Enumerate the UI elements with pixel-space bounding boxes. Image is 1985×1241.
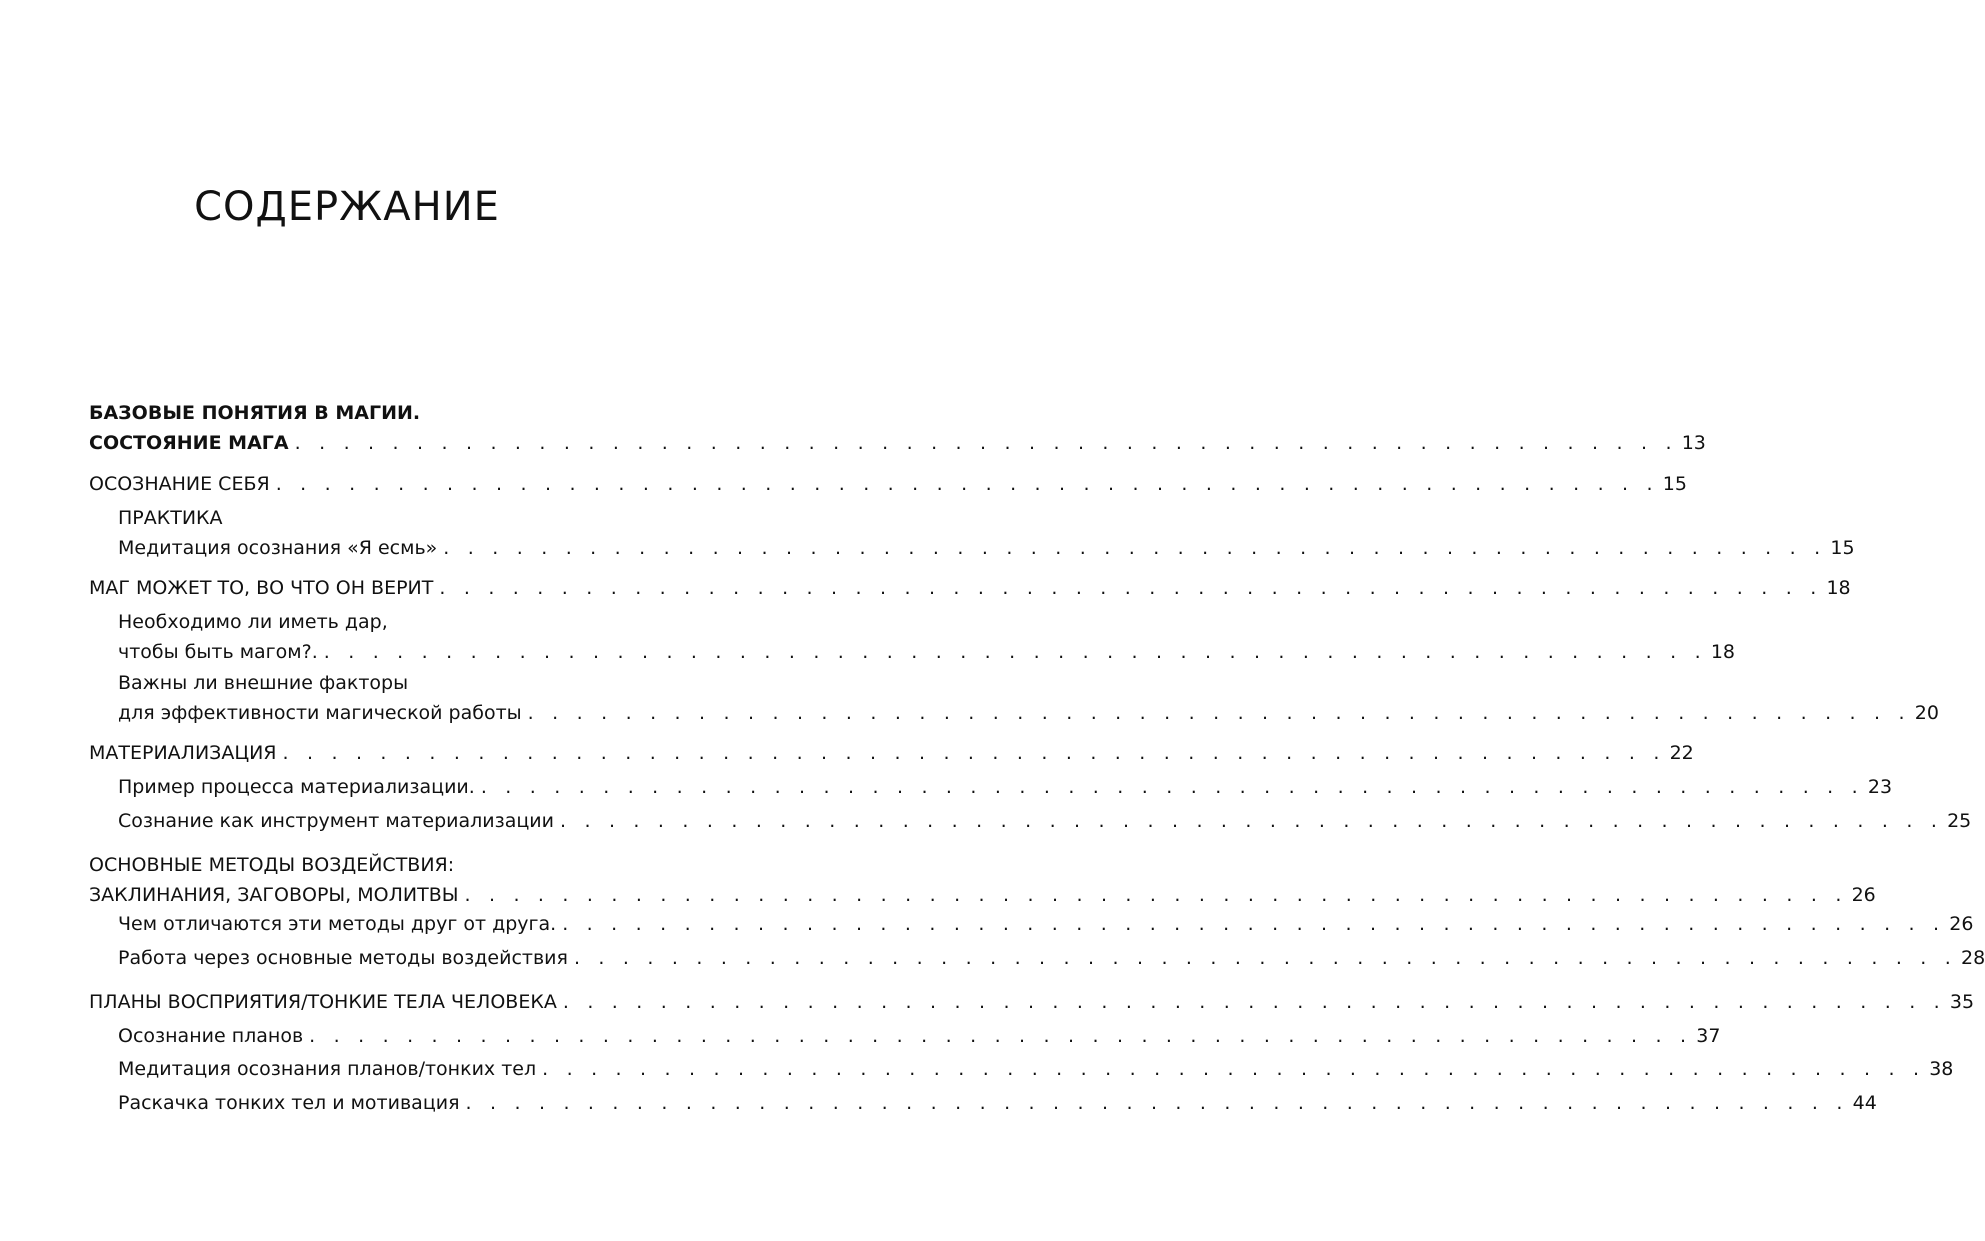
toc-entry-title: Раскачка тонких тел и мотивация: [118, 1092, 460, 1114]
toc-entry: [89, 850, 1876, 910]
leader-dots: . . . . . . . . . . . . . . . . . . . . . . . . . . . . . . . . . . . . . . . . . . . . . . . . . . . . . . . . .: [562, 991, 1946, 1013]
toc-entry-title: для эффективности магической работы: [118, 702, 522, 724]
page-number: 35: [1949, 991, 1975, 1013]
toc-line: [118, 943, 1985, 973]
toc-entry: [89, 987, 1975, 1017]
toc-line: [118, 698, 1939, 728]
toc-entry-title: Медитация осознания «Я есмь»: [118, 537, 438, 559]
leader-dots: . . . . . . . . . . . . . . . . . . . . . . . . . . . . . . . . . . . . . . . . . . . . . . . . . . . . . . . . .: [465, 1092, 1849, 1114]
toc-subentry: [118, 909, 1974, 939]
page-number: 13: [1681, 432, 1706, 454]
toc-entry: [89, 469, 1687, 499]
toc-entry-title: ПЛАНЫ ВОСПРИЯТИЯ/ТОНКИЕ ТЕЛА ЧЕЛОВЕКА: [89, 991, 557, 1013]
toc-subentry: [118, 772, 1893, 802]
toc-line: [118, 668, 622, 698]
toc-line: [89, 987, 1975, 1017]
toc-entry-title: Осознание планов: [118, 1025, 304, 1047]
toc-line: [89, 738, 1694, 768]
leader-dots: . . . . . . . . . . . . . . . . . . . . . . . . . . . . . . . . . . . . . . . . . . . . . . . . . . . . . . . . .: [443, 537, 1827, 559]
toc-line: [118, 637, 1736, 667]
leader-dots: . . . . . . . . . . . . . . . . . . . . . . . . . . . . . . . . . . . . . . . . . . . . . . . . . . . . . . . . .: [527, 702, 1911, 724]
toc-entry: [89, 398, 1706, 458]
toc-entry-title: ОСНОВНЫЕ МЕТОДЫ ВОЗДЕЙСТВИЯ:: [89, 854, 455, 876]
toc-line: [118, 533, 1855, 563]
page-number: 26: [1949, 913, 1974, 935]
toc-subentry: [118, 1021, 1721, 1051]
page-number: 37: [1696, 1025, 1721, 1047]
toc-line: [118, 909, 1974, 939]
toc-entry-title: Пример процесса материализации.: [118, 776, 475, 798]
page-number: 26: [1851, 884, 1876, 906]
toc-line: [118, 806, 1972, 836]
toc-line: [89, 469, 1687, 499]
toc-entry-title: Необходимо ли иметь дар,: [118, 611, 388, 633]
toc-entry-title: Чем отличаются эти методы друг от друга.: [118, 913, 557, 935]
toc-subentry: [118, 668, 1939, 728]
toc-subentry: [118, 943, 1985, 973]
leader-dots: . . . . . . . . . . . . . . . . . . . . . . . . . . . . . . . . . . . . . . . . . . . . . . . . . . . . . . . . .: [542, 1058, 1926, 1080]
page-title: СОДЕРЖАНИЕ: [194, 184, 500, 230]
leader-dots: . . . . . . . . . . . . . . . . . . . . . . . . . . . . . . . . . . . . . . . . . . . . . . . . . . . . . . . . .: [573, 947, 1958, 969]
leader-dots: . . . . . . . . . . . . . . . . . . . . . . . . . . . . . . . . . . . . . . . . . . . . . . . . . . . . . . . . .: [480, 776, 1864, 798]
page-number: 44: [1852, 1092, 1877, 1114]
page-number: 18: [1826, 577, 1851, 599]
toc-subentry: [118, 806, 1972, 836]
toc-line: [89, 428, 1706, 458]
page-number: 28: [1961, 947, 1985, 969]
toc-subentry: [118, 1088, 1877, 1118]
leader-dots: . . . . . . . . . . . . . . . . . . . . . . . . . . . . . . . . . . . . . . . . . . . . . . . . . . . . . . . . .: [275, 473, 1659, 495]
leader-dots: . . . . . . . . . . . . . . . . . . . . . . . . . . . . . . . . . . . . . . . . . . . . . . . . . . . . . . . . .: [309, 1025, 1693, 1047]
page-number: 23: [1867, 776, 1893, 798]
leader-dots: . . . . . . . . . . . . . . . . . . . . . . . . . . . . . . . . . . . . . . . . . . . . . . . . . . . . . . . . .: [562, 913, 1946, 935]
page-number: 22: [1669, 742, 1694, 764]
leader-dots: . . . . . . . . . . . . . . . . . . . . . . . . . . . . . . . . . . . . . . . . . . . . . . . . . . . . . . . . .: [282, 742, 1666, 764]
toc-entry-title: чтобы быть магом?.: [118, 641, 318, 663]
toc-line: [89, 850, 622, 880]
toc-entry-title: Сознание как инструмент материализации: [118, 810, 554, 832]
page-number: 38: [1929, 1058, 1954, 1080]
toc-line: [118, 607, 622, 637]
toc-line: [118, 772, 1893, 802]
toc-subentry: [118, 1054, 1954, 1084]
page-number: 15: [1830, 537, 1855, 559]
leader-dots: . . . . . . . . . . . . . . . . . . . . . . . . . . . . . . . . . . . . . . . . . . . . . . . . . . . . . . . . .: [464, 884, 1848, 906]
toc-line: [118, 1088, 1877, 1118]
leader-dots: . . . . . . . . . . . . . . . . . . . . . . . . . . . . . . . . . . . . . . . . . . . . . . . . . . . . . . . . .: [439, 577, 1823, 599]
toc-subentry: [118, 607, 1736, 667]
toc-entry-title: ОСОЗНАНИЕ СЕБЯ: [89, 473, 270, 495]
toc-entry: [89, 573, 1851, 603]
toc-line: [118, 1021, 1721, 1051]
leader-dots: . . . . . . . . . . . . . . . . . . . . . . . . . . . . . . . . . . . . . . . . . . . . . . . . . . . . . . . . .: [323, 641, 1707, 663]
toc-line: [89, 573, 1851, 603]
toc-line: [118, 1054, 1954, 1084]
page-number: 20: [1914, 702, 1939, 724]
leader-dots: . . . . . . . . . . . . . . . . . . . . . . . . . . . . . . . . . . . . . . . . . . . . . . . . . . . . . . . . .: [294, 432, 1678, 454]
toc-entry: [89, 738, 1694, 768]
toc-entry-title: СОСТОЯНИЕ МАГА: [89, 432, 289, 454]
toc-entry-title: Медитация осознания планов/тонких тел: [118, 1058, 537, 1080]
page-number: 15: [1662, 473, 1687, 495]
toc-line: [118, 503, 622, 533]
page-number: 18: [1710, 641, 1736, 663]
page-number: 25: [1947, 810, 1972, 832]
toc-entry-title: ЗАКЛИНАНИЯ, ЗАГОВОРЫ, МОЛИТВЫ: [89, 884, 459, 906]
toc-line: [89, 880, 1876, 910]
toc-subentry: [118, 503, 1855, 563]
leader-dots: . . . . . . . . . . . . . . . . . . . . . . . . . . . . . . . . . . . . . . . . . . . . . . . . . . . . . . . . .: [560, 810, 1944, 832]
toc-entry-title: МАГ МОЖЕТ ТО, ВО ЧТО ОН ВЕРИТ: [89, 577, 434, 599]
toc-entry-title: БАЗОВЫЕ ПОНЯТИЯ В МАГИИ.: [89, 402, 421, 424]
toc-entry-title: ПРАКТИКА: [118, 507, 223, 529]
toc-line: [89, 398, 622, 428]
toc-entry-title: МАТЕРИАЛИЗАЦИЯ: [89, 742, 277, 764]
toc-entry-title: Работа через основные методы воздействия: [118, 947, 568, 969]
toc-entry-title: Важны ли внешние факторы: [118, 672, 409, 694]
